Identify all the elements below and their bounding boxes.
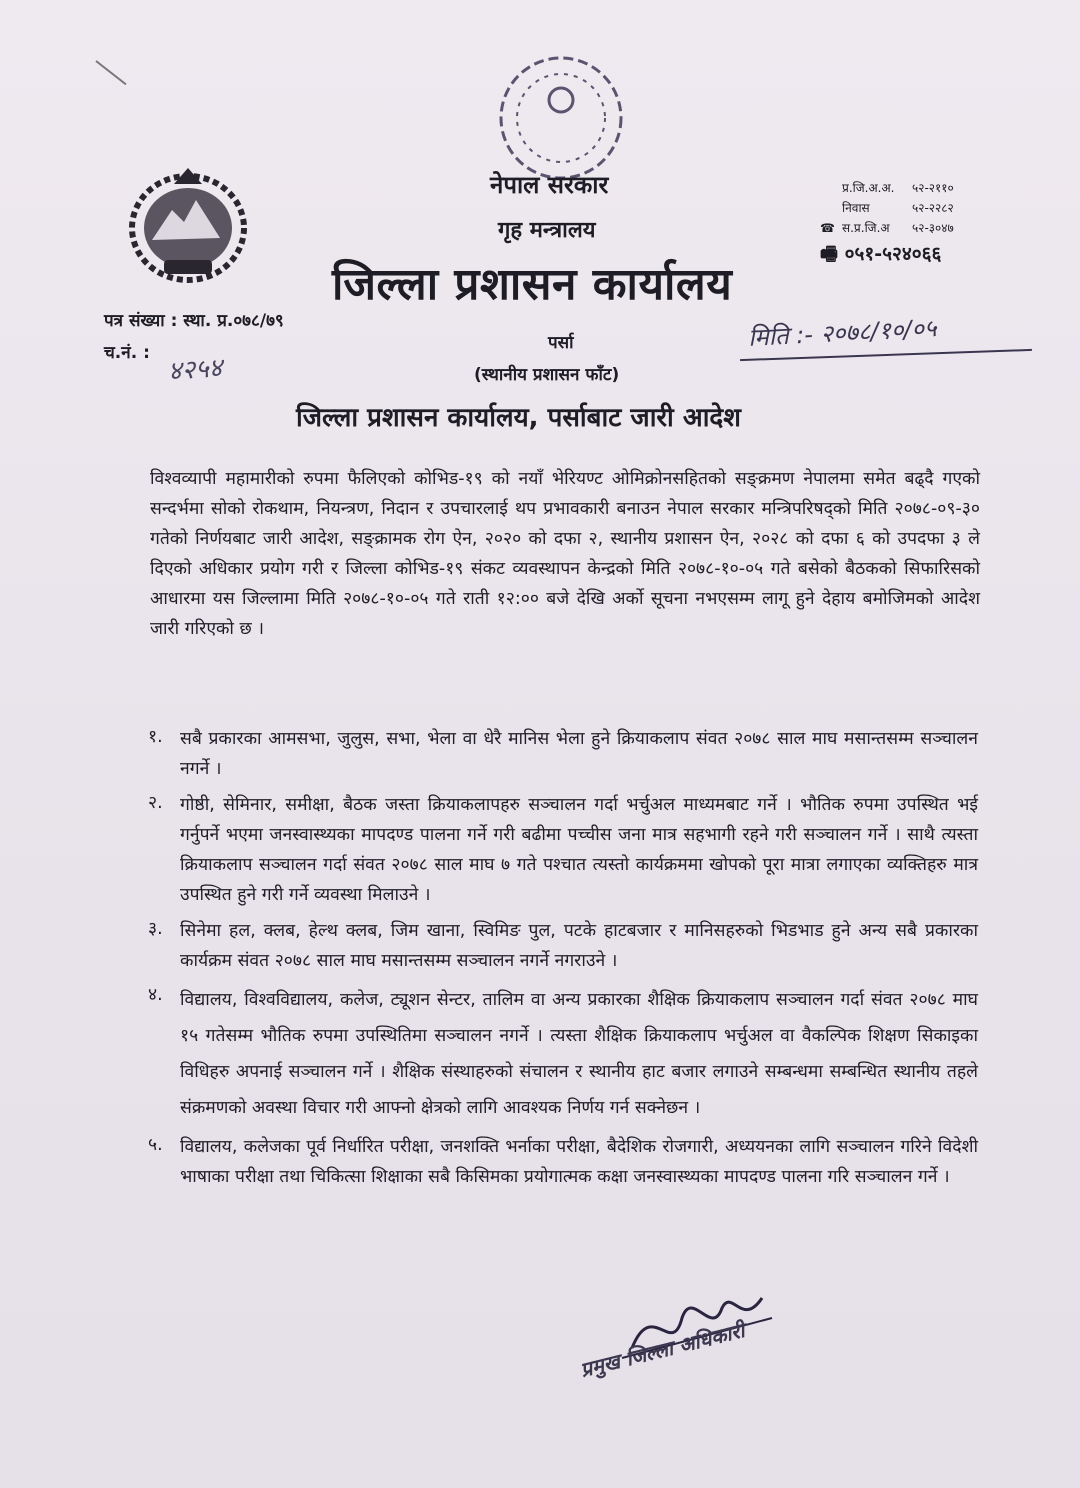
fax-icon: 🖷 [820,243,845,265]
ministry-heading: गृह मन्त्रालय [498,218,596,243]
letter-number: पत्र संख्या : स्था. प्र.०७८/७९ [104,311,284,331]
dispatch-label: च.नं. : [104,343,150,363]
nepal-emblem-icon [122,160,254,290]
district-name: पर्सा [548,333,574,353]
intro-paragraph: विश्वव्यापी महामारीको रुपमा फैलिएको कोभिड-१९ को नयाँ भेरियण्ट ओमिक्रोनसहितको सङ्क्रमण नेपालमा समेत बढ्दै गएको सन्दर्भमा सोको रोकथाम, नियन्त्रण, निदान र उपचारलाई थप प्रभावकारी बनाउन नेपाल सरकार मन्त्रिपरिषद्को मिति २०७८-०९-३० गतेको निर्णयबाट जारी आदेश, सङ्क्रामक रोग ऐन, २०२० को दफा २, स्थानीय प्रशासन ऐन, २०२८ को दफा ६ को उपदफा ३ ले दिएको अधिकार प्रयोग गरी र जिल्ला कोभिड-१९ संकट व्यवस्थापन केन्द्रको मिति २०७८-१०-०५ गते बसेको बैठकको सिफारिसको आधारमा यस जिल्लामा मिति २०७८-१०-०५ गते राती १२:०० बजे देखि अर्को सूचना नभएसम्म लागू हुने देहाय बमोजिमको आदेश जारी गरिएको छ । [150,469,980,639]
section-name: (स्थानीय प्रशासन फाँट) [474,365,620,385]
order-title: जिल्ला प्रशासन कार्यालय, पर्साबाट जारी आदेश [296,403,741,433]
office-heading: जिल्ला प्रशासन कार्यालय [332,259,733,310]
government-heading: नेपाल सरकार [490,171,609,199]
list-item: २. गोष्ठी, सेमिनार, समीक्षा, बैठक जस्ता क्रियाकलापहरु सञ्चालन गर्दा भर्चुअल माध्यमबाट गर्ने । भौतिक रुपमा उपस्थित भई गर्नुपर्ने भएमा जनस्वास्थ्यका मापदण्ड पालना गर्ने गरी बढीमा पच्चीस जना मात्र सहभागी रहने गरी सञ्चालन गर्ने । साथै त्यस्ता क्रियाकलाप सञ्चालन गर्दा संवत २०७८ साल माघ ७ गते पश्चात त्यस्तो कार्यक्रममा खोपको पूरा मात्रा लगाएका व्यक्तिहरु मात्र उपस्थित हुने गरी गर्ने व्यवस्था मिलाउने । [148,793,978,905]
list-item: ५. विद्यालय, कलेजका पूर्व निर्धारित परीक्षा, जनशक्ति भर्नाका परीक्षा, बैदेशिक रोजगारी, अध्ययनका लागि सञ्चालन गरिने विदेशी भाषाका परीक्षा तथा चिकित्सा शिक्षाका सबै किसिमका प्रयोगात्मक कक्षा जनस्वास्थ्यका मापदण्ड पालना गरि सञ्चालन गर्ने । [148,1135,978,1187]
office-stamp-icon [486,48,636,188]
signatory-title: प्रमुख जिल्ला अधिकारी [577,1318,747,1383]
order-list [148,724,978,1198]
list-item: १. सबै प्रकारका आमसभा, जुलुस, सभा, भेला वा धेरै मानिस भेला हुने क्रियाकलाप संवत २०७८ साल माघ मसान्तसम्म सञ्चालन नगर्ने । [148,727,978,779]
list-item: ३. सिनेमा हल, क्लब, हेल्थ क्लब, जिम खाना, स्विमिङ पुल, पटके हाटबजार र मानिसहरुको भिडभाड हुने अन्य सबै प्रकारका कार्यक्रम संवत २०७८ साल माघ मसान्तसम्म सञ्चालन नगर्ने नगराउने । [148,919,978,971]
phone-icon: ☎ [820,221,835,235]
date-field: मिति :- २०७८/१०/०५ [747,314,938,352]
fax-number: 🖷 ०५१-५२४०६६ [820,243,942,265]
contact-block [820,178,954,264]
dispatch-number: ४२५४ [167,353,224,387]
contact-row: प्र.जि.अ.अ. ५२-२११० [842,181,954,195]
staple-mark [95,60,126,85]
list-item: ४. विद्यालय, विश्वविद्यालय, कलेज, ट्यूशन सेन्टर, तालिम वा अन्य प्रकारका शैक्षिक क्रियाकलाप सञ्चालन गर्दा संवत २०७८ माघ १५ गतेसम्म भौतिक रुपमा उपस्थितिमा सञ्चालन नगर्ने । त्यस्ता शैक्षिक क्रियाकलाप भर्चुअल वा वैकल्पिक शिक्षण सिकाइका विधिहरु अपनाई सञ्चालन गर्ने । शैक्षिक संस्थाहरुको संचालन र स्थानीय हाट बजार लगाउने सम्बन्धमा सम्बन्धित स्थानीय तहले संक्रमणको अवस्था विचार गरी आफ्नो क्षेत्रको लागि आवश्यक निर्णय गर्न सक्नेछन । [148,985,978,1118]
contact-row: ☎ स.प्र.जि.अ ५२-३०४७ [820,218,954,238]
contact-row: निवास ५२-२२८२ [842,201,954,215]
